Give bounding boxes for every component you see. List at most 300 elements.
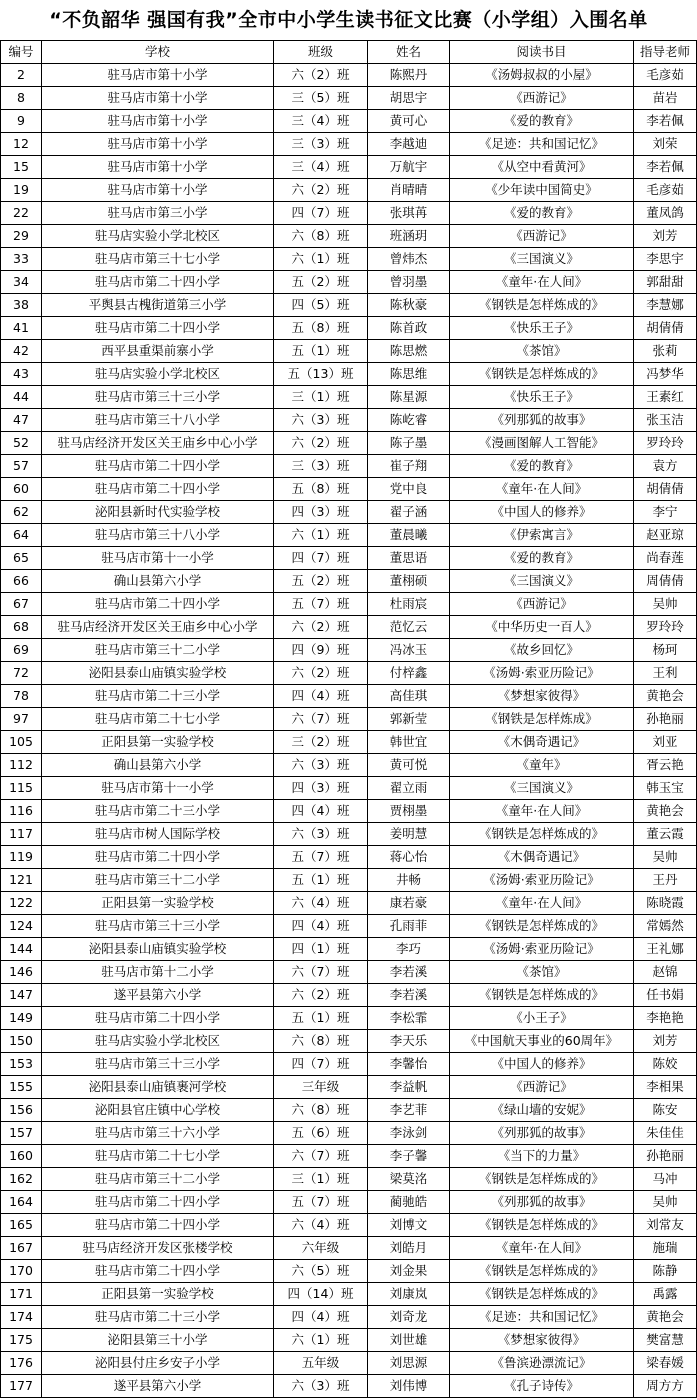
cell-school: 驻马店市第三十六小学: [42, 1122, 274, 1145]
cell-teacher: 张玉洁: [634, 409, 697, 432]
cell-school: 正阳县第一实验学校: [42, 892, 274, 915]
cell-name: 孔雨菲: [368, 915, 450, 938]
cell-book: 《足迹：共和国记忆》: [450, 133, 634, 156]
cell-name: 刘伟博: [368, 1375, 450, 1398]
cell-number: 2: [1, 64, 42, 87]
table-row: [1, 938, 697, 961]
cell-teacher: 李若佩: [634, 110, 697, 133]
cell-school: 驻马店市第二十四小学: [42, 846, 274, 869]
cell-book: 《故乡回忆》: [450, 639, 634, 662]
cell-class: 四（4）班: [274, 800, 368, 823]
cell-teacher: 董云霞: [634, 823, 697, 846]
cell-teacher: 孙艳丽: [634, 708, 697, 731]
cell-book: 《梦想家彼得》: [450, 1329, 634, 1352]
cell-name: 姜明慧: [368, 823, 450, 846]
cell-name: 张琪苒: [368, 202, 450, 225]
cell-book: 《钢铁是怎样炼成的》: [450, 915, 634, 938]
cell-school: 确山县第六小学: [42, 570, 274, 593]
cell-school: 驻马店市第三十二小学: [42, 639, 274, 662]
table-row: [1, 133, 697, 156]
cell-class: 五（7）班: [274, 1191, 368, 1214]
cell-teacher: 李相果: [634, 1076, 697, 1099]
cell-book: 《西游记》: [450, 1076, 634, 1099]
table-row: [1, 386, 697, 409]
cell-book: 《孔子诗传》: [450, 1375, 634, 1398]
cell-school: 驻马店市第二十四小学: [42, 1191, 274, 1214]
cell-school: 驻马店市第十二小学: [42, 961, 274, 984]
cell-teacher: 吴帅: [634, 1191, 697, 1214]
table-row: [1, 202, 697, 225]
cell-class: 四（7）班: [274, 202, 368, 225]
cell-class: 六（7）班: [274, 961, 368, 984]
cell-school: 驻马店市第三十八小学: [42, 409, 274, 432]
cell-teacher: 常嫣然: [634, 915, 697, 938]
cell-class: 六（7）班: [274, 708, 368, 731]
cell-school: 驻马店实验小学北校区: [42, 1030, 274, 1053]
cell-number: 8: [1, 87, 42, 110]
table-row: [1, 1191, 697, 1214]
finalist-table: [0, 40, 697, 1398]
cell-class: 六（1）班: [274, 524, 368, 547]
cell-teacher: 黄艳会: [634, 685, 697, 708]
cell-number: 12: [1, 133, 42, 156]
table-row: [1, 1099, 697, 1122]
table-row: [1, 1076, 697, 1099]
table-row: [1, 754, 697, 777]
cell-number: 156: [1, 1099, 42, 1122]
cell-book: 《汤姆叔叔的小屋》: [450, 64, 634, 87]
cell-school: 驻马店市第十小学: [42, 64, 274, 87]
cell-name: 陈首政: [368, 317, 450, 340]
table-row: [1, 271, 697, 294]
cell-book: 《足迹：共和国记忆》: [450, 1306, 634, 1329]
cell-teacher: 李若佩: [634, 156, 697, 179]
cell-teacher: 施瑞: [634, 1237, 697, 1260]
cell-name: 肖晴晴: [368, 179, 450, 202]
cell-class: 五（7）班: [274, 593, 368, 616]
table-row: [1, 409, 697, 432]
cell-school: 驻马店市第二十七小学: [42, 708, 274, 731]
cell-book: 《童年》: [450, 754, 634, 777]
cell-number: 33: [1, 248, 42, 271]
cell-number: 170: [1, 1260, 42, 1283]
table-header-row: [1, 41, 697, 64]
cell-name: 翟立雨: [368, 777, 450, 800]
cell-number: 72: [1, 662, 42, 685]
cell-school: 正阳县第一实验学校: [42, 1283, 274, 1306]
cell-teacher: 王利: [634, 662, 697, 685]
cell-teacher: 毛彦茹: [634, 179, 697, 202]
cell-school: 驻马店市第二十三小学: [42, 800, 274, 823]
table-row: [1, 455, 697, 478]
cell-teacher: 任书娟: [634, 984, 697, 1007]
cell-school: 驻马店经济开发区关王庙乡中心小学: [42, 616, 274, 639]
cell-name: 杜雨宸: [368, 593, 450, 616]
cell-class: 六（4）班: [274, 1214, 368, 1237]
cell-class: 五（8）班: [274, 317, 368, 340]
cell-name: 万航宇: [368, 156, 450, 179]
cell-name: 陈星源: [368, 386, 450, 409]
cell-book: 《童年·在人间》: [450, 800, 634, 823]
cell-class: 六（8）班: [274, 1030, 368, 1053]
cell-number: 164: [1, 1191, 42, 1214]
cell-book: 《三国演义》: [450, 248, 634, 271]
cell-name: 刘康岚: [368, 1283, 450, 1306]
table-row: [1, 87, 697, 110]
table-row: [1, 915, 697, 938]
cell-book: 《钢铁是怎样炼成的》: [450, 1283, 634, 1306]
table-row: [1, 800, 697, 823]
cell-book: 《木偶奇遇记》: [450, 846, 634, 869]
cell-school: 驻马店市第二十三小学: [42, 685, 274, 708]
cell-name: 董晨曦: [368, 524, 450, 547]
cell-class: 五（1）班: [274, 869, 368, 892]
cell-number: 62: [1, 501, 42, 524]
cell-teacher: 王素红: [634, 386, 697, 409]
cell-name: 陈思维: [368, 363, 450, 386]
cell-school: 驻马店市第十小学: [42, 110, 274, 133]
cell-book: 《中国人的修养》: [450, 1053, 634, 1076]
cell-number: 174: [1, 1306, 42, 1329]
cell-name: 李益帆: [368, 1076, 450, 1099]
cell-book: 《茶馆》: [450, 961, 634, 984]
table-row: [1, 1329, 697, 1352]
cell-school: 泌阳县第三十小学: [42, 1329, 274, 1352]
table-row: [1, 1053, 697, 1076]
cell-name: 冯冰玉: [368, 639, 450, 662]
cell-name: 翟子涵: [368, 501, 450, 524]
cell-teacher: 陈姣: [634, 1053, 697, 1076]
cell-book: 《从空中看黄河》: [450, 156, 634, 179]
cell-book: 《中国航天事业的60周年》: [450, 1030, 634, 1053]
header-book: 阅读书目: [450, 41, 634, 64]
cell-name: 班涵玥: [368, 225, 450, 248]
cell-number: 68: [1, 616, 42, 639]
cell-number: 97: [1, 708, 42, 731]
table-row: [1, 892, 697, 915]
cell-class: 六（8）班: [274, 1099, 368, 1122]
cell-teacher: 王丹: [634, 869, 697, 892]
cell-book: 《钢铁是怎样炼成的》: [450, 1214, 634, 1237]
cell-name: 贾栩墨: [368, 800, 450, 823]
cell-name: 井畅: [368, 869, 450, 892]
cell-class: 六（8）班: [274, 225, 368, 248]
cell-school: 驻马店市第三十七小学: [42, 248, 274, 271]
cell-teacher: 毛彦茹: [634, 64, 697, 87]
cell-teacher: 赵锦: [634, 961, 697, 984]
cell-number: 9: [1, 110, 42, 133]
cell-book: 《漫画图解人工智能》: [450, 432, 634, 455]
cell-number: 34: [1, 271, 42, 294]
cell-class: 四（4）班: [274, 915, 368, 938]
cell-teacher: 韩玉宝: [634, 777, 697, 800]
table-row: [1, 478, 697, 501]
cell-name: 高佳琪: [368, 685, 450, 708]
cell-book: 《钢铁是怎样炼成的》: [450, 294, 634, 317]
cell-number: 115: [1, 777, 42, 800]
cell-school: 驻马店市第十一小学: [42, 547, 274, 570]
cell-name: 李天乐: [368, 1030, 450, 1053]
cell-school: 驻马店市第三小学: [42, 202, 274, 225]
cell-book: 《中国人的修养》: [450, 501, 634, 524]
cell-book: 《爱的教育》: [450, 202, 634, 225]
cell-name: 范忆云: [368, 616, 450, 639]
cell-book: 《快乐王子》: [450, 317, 634, 340]
cell-school: 驻马店市第十小学: [42, 133, 274, 156]
cell-teacher: 刘芳: [634, 225, 697, 248]
cell-book: 《钢铁是怎样炼成的》: [450, 984, 634, 1007]
cell-school: 西平县重渠前寨小学: [42, 340, 274, 363]
cell-class: 五（6）班: [274, 1122, 368, 1145]
cell-number: 105: [1, 731, 42, 754]
cell-class: 四（4）班: [274, 685, 368, 708]
cell-class: 四（4）班: [274, 1306, 368, 1329]
table-row: [1, 225, 697, 248]
cell-school: 驻马店市第二十四小学: [42, 271, 274, 294]
cell-class: 四（5）班: [274, 294, 368, 317]
cell-book: 《伊索寓言》: [450, 524, 634, 547]
cell-name: 刘金果: [368, 1260, 450, 1283]
cell-number: 19: [1, 179, 42, 202]
cell-teacher: 李艳艳: [634, 1007, 697, 1030]
cell-school: 驻马店市第三十二小学: [42, 869, 274, 892]
cell-book: 《三国演义》: [450, 777, 634, 800]
cell-class: 三（1）班: [274, 386, 368, 409]
cell-number: 147: [1, 984, 42, 1007]
cell-teacher: 李思宇: [634, 248, 697, 271]
cell-number: 160: [1, 1145, 42, 1168]
table-row: [1, 1030, 697, 1053]
cell-teacher: 禹露: [634, 1283, 697, 1306]
cell-teacher: 梁春媛: [634, 1352, 697, 1375]
cell-class: 三（4）班: [274, 156, 368, 179]
cell-school: 平舆县古槐街道第三小学: [42, 294, 274, 317]
table-row: [1, 1007, 697, 1030]
cell-teacher: 冯梦华: [634, 363, 697, 386]
cell-number: 157: [1, 1122, 42, 1145]
cell-class: 三（3）班: [274, 133, 368, 156]
cell-school: 正阳县第一实验学校: [42, 731, 274, 754]
cell-number: 15: [1, 156, 42, 179]
cell-name: 梁莫洺: [368, 1168, 450, 1191]
cell-school: 泌阳县泰山庙镇实验学校: [42, 938, 274, 961]
cell-school: 驻马店市第二十四小学: [42, 1260, 274, 1283]
table-row: [1, 524, 697, 547]
cell-teacher: 吴帅: [634, 846, 697, 869]
table-row: [1, 248, 697, 271]
cell-class: 四（7）班: [274, 547, 368, 570]
cell-book: 《西游记》: [450, 593, 634, 616]
cell-class: 四（3）班: [274, 777, 368, 800]
cell-class: 三（2）班: [274, 731, 368, 754]
cell-number: 176: [1, 1352, 42, 1375]
cell-class: 六（3）班: [274, 409, 368, 432]
cell-name: 李越迪: [368, 133, 450, 156]
cell-book: 《列那狐的故事》: [450, 1122, 634, 1145]
table-row: [1, 777, 697, 800]
cell-school: 驻马店经济开发区张楼学校: [42, 1237, 274, 1260]
cell-class: 四（14）班: [274, 1283, 368, 1306]
cell-name: 李若溪: [368, 961, 450, 984]
cell-school: 泌阳县泰山庙镇裹河学校: [42, 1076, 274, 1099]
cell-class: 三（3）班: [274, 455, 368, 478]
cell-class: 五（1）班: [274, 1007, 368, 1030]
table-row: [1, 363, 697, 386]
cell-name: 曾羽墨: [368, 271, 450, 294]
table-row: [1, 547, 697, 570]
cell-teacher: 张莉: [634, 340, 697, 363]
cell-class: 四（1）班: [274, 938, 368, 961]
cell-class: 六（5）班: [274, 1260, 368, 1283]
table-row: [1, 156, 697, 179]
cell-teacher: 樊富慧: [634, 1329, 697, 1352]
cell-class: 六（2）班: [274, 984, 368, 1007]
cell-school: 确山县第六小学: [42, 754, 274, 777]
table-row: [1, 64, 697, 87]
cell-book: 《西游记》: [450, 87, 634, 110]
table-row: [1, 1306, 697, 1329]
cell-class: 六（2）班: [274, 64, 368, 87]
cell-number: 78: [1, 685, 42, 708]
cell-name: 陈思燃: [368, 340, 450, 363]
table-row: [1, 961, 697, 984]
cell-name: 李艺菲: [368, 1099, 450, 1122]
cell-teacher: 马冲: [634, 1168, 697, 1191]
cell-number: 57: [1, 455, 42, 478]
cell-name: 刘世雄: [368, 1329, 450, 1352]
cell-teacher: 胡倩倩: [634, 317, 697, 340]
cell-book: 《中华历史一百人》: [450, 616, 634, 639]
cell-number: 116: [1, 800, 42, 823]
cell-school: 驻马店市第三十三小学: [42, 386, 274, 409]
cell-school: 泌阳县官庄镇中心学校: [42, 1099, 274, 1122]
cell-name: 曾炜杰: [368, 248, 450, 271]
cell-number: 146: [1, 961, 42, 984]
cell-name: 崔子翔: [368, 455, 450, 478]
cell-name: 黄可心: [368, 110, 450, 133]
cell-number: 150: [1, 1030, 42, 1053]
cell-school: 驻马店市树人国际学校: [42, 823, 274, 846]
cell-book: 《梦想家彼得》: [450, 685, 634, 708]
header-class: 班级: [274, 41, 368, 64]
table-row: [1, 570, 697, 593]
cell-book: 《爱的教育》: [450, 110, 634, 133]
cell-name: 刘思源: [368, 1352, 450, 1375]
cell-class: 五（2）班: [274, 570, 368, 593]
table-row: [1, 1260, 697, 1283]
cell-class: 四（7）班: [274, 1053, 368, 1076]
table-row: [1, 731, 697, 754]
cell-name: 陈熙丹: [368, 64, 450, 87]
cell-class: 六（3）班: [274, 1375, 368, 1398]
table-row: [1, 1145, 697, 1168]
page-title: “不负韶华 强国有我”全市中小学生读书征文比赛（小学组）入围名单: [49, 9, 648, 31]
cell-class: 六（3）班: [274, 823, 368, 846]
cell-number: 60: [1, 478, 42, 501]
cell-number: 44: [1, 386, 42, 409]
cell-book: 《钢铁是怎样炼成》: [450, 708, 634, 731]
cell-number: 41: [1, 317, 42, 340]
cell-name: 郭新莹: [368, 708, 450, 731]
cell-name: 付梓鑫: [368, 662, 450, 685]
cell-book: 《鲁滨逊漂流记》: [450, 1352, 634, 1375]
cell-teacher: 陈静: [634, 1260, 697, 1283]
cell-name: 刘博文: [368, 1214, 450, 1237]
cell-number: 52: [1, 432, 42, 455]
cell-book: 《钢铁是怎样炼成的》: [450, 1260, 634, 1283]
cell-number: 144: [1, 938, 42, 961]
cell-class: 四（3）班: [274, 501, 368, 524]
cell-teacher: 杨珂: [634, 639, 697, 662]
cell-class: 三（1）班: [274, 1168, 368, 1191]
cell-name: 陈子墨: [368, 432, 450, 455]
cell-number: 162: [1, 1168, 42, 1191]
cell-number: 167: [1, 1237, 42, 1260]
cell-name: 党中良: [368, 478, 450, 501]
cell-school: 驻马店市第二十四小学: [42, 593, 274, 616]
table-row: [1, 984, 697, 1007]
cell-number: 155: [1, 1076, 42, 1099]
header-school: 学校: [42, 41, 274, 64]
table-row: [1, 869, 697, 892]
table-row: [1, 1214, 697, 1237]
cell-number: 65: [1, 547, 42, 570]
cell-class: 六（2）班: [274, 179, 368, 202]
cell-book: 《童年·在人间》: [450, 1237, 634, 1260]
cell-name: 韩世宜: [368, 731, 450, 754]
cell-teacher: 苗岩: [634, 87, 697, 110]
cell-school: 驻马店市第二十四小学: [42, 1007, 274, 1030]
cell-name: 陈屹睿: [368, 409, 450, 432]
cell-class: 五（13）班: [274, 363, 368, 386]
cell-book: 《童年·在人间》: [450, 271, 634, 294]
cell-school: 驻马店市第三十三小学: [42, 915, 274, 938]
cell-name: 李泳剑: [368, 1122, 450, 1145]
cell-teacher: 周方方: [634, 1375, 697, 1398]
cell-teacher: 孙艳丽: [634, 1145, 697, 1168]
cell-school: 驻马店市第二十四小学: [42, 478, 274, 501]
cell-book: 《童年·在人间》: [450, 478, 634, 501]
cell-class: 六（7）班: [274, 1145, 368, 1168]
table-row: [1, 1168, 697, 1191]
cell-school: 驻马店实验小学北校区: [42, 363, 274, 386]
cell-class: 六年级: [274, 1237, 368, 1260]
cell-name: 黄可悦: [368, 754, 450, 777]
cell-teacher: 刘荣: [634, 133, 697, 156]
cell-school: 驻马店市第二十四小学: [42, 455, 274, 478]
cell-teacher: 刘常友: [634, 1214, 697, 1237]
cell-school: 驻马店市第十小学: [42, 156, 274, 179]
cell-school: 驻马店市第二十四小学: [42, 317, 274, 340]
cell-school: 驻马店市第二十四小学: [42, 1214, 274, 1237]
table-row: [1, 1375, 697, 1398]
cell-class: 五年级: [274, 1352, 368, 1375]
cell-number: 42: [1, 340, 42, 363]
cell-teacher: 尚春莲: [634, 547, 697, 570]
cell-book: 《茶馆》: [450, 340, 634, 363]
cell-class: 六（1）班: [274, 1329, 368, 1352]
cell-teacher: 王礼娜: [634, 938, 697, 961]
cell-book: 《快乐王子》: [450, 386, 634, 409]
cell-teacher: 陈安: [634, 1099, 697, 1122]
cell-book: 《汤姆·索亚历险记》: [450, 938, 634, 961]
cell-teacher: 刘芳: [634, 1030, 697, 1053]
cell-teacher: 董凤鸽: [634, 202, 697, 225]
cell-teacher: 黄艳会: [634, 800, 697, 823]
cell-name: 蔺驰皓: [368, 1191, 450, 1214]
cell-class: 五（7）班: [274, 846, 368, 869]
cell-name: 刘奇龙: [368, 1306, 450, 1329]
